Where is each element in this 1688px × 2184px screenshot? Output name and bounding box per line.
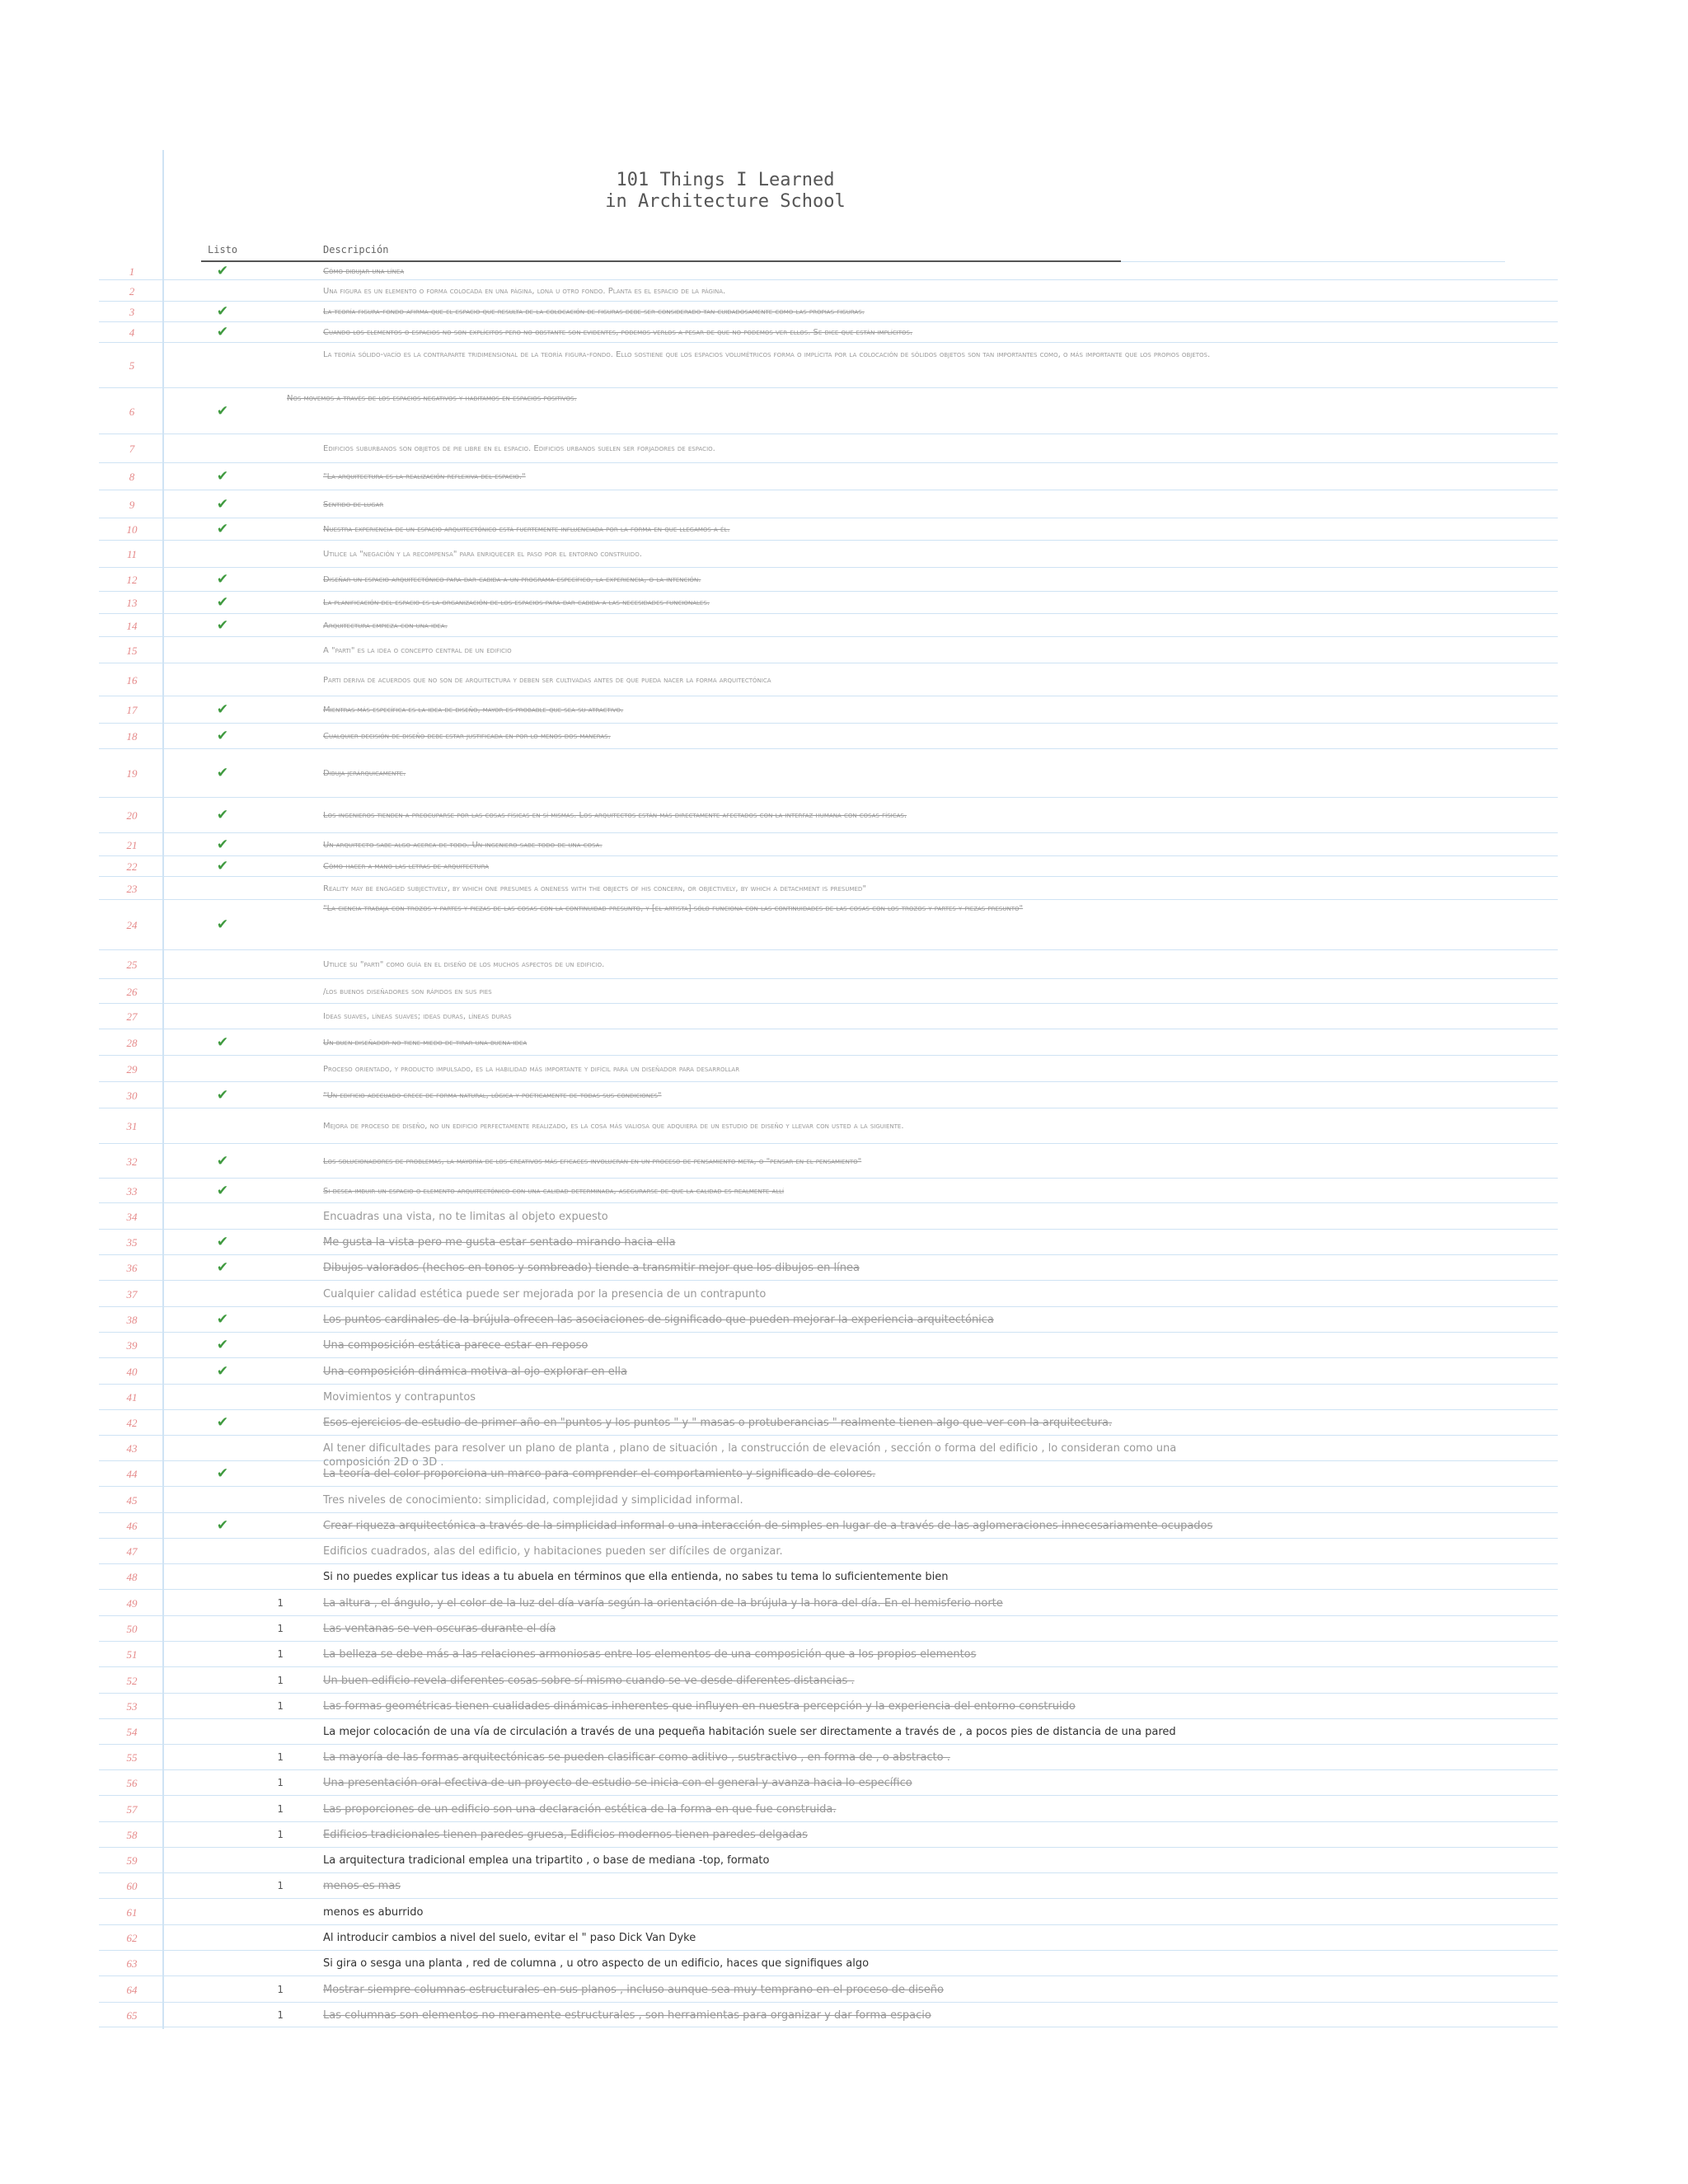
- row-number: 60: [126, 1880, 138, 1892]
- row-description: Las columnas son elementos no meramente estructurales , son herramientas para organizar y dar forma espacio: [323, 2008, 931, 2022]
- table-row: [99, 518, 1558, 541]
- row-description: Al tener dificultades para resolver un plano de planta , plano de situación , la construcción de elevación , sección o forma del edificio , lo consideran como una composición 2D o 3D .: [323, 1442, 1177, 1469]
- table-row: [99, 343, 1558, 388]
- row-number: 21: [126, 838, 138, 851]
- checkmark-icon[interactable]: ✔: [216, 1259, 229, 1276]
- table-row: [99, 1108, 1558, 1144]
- row-description: A "parti" es la idea o concepto central de un edificio: [323, 645, 512, 655]
- row-number: 28: [126, 1036, 138, 1049]
- table-row: [99, 1487, 1558, 1513]
- row-description: Parti deriva de acuerdos que no son de arquitectura y deben ser cultivadas antes de que pueda nacer la forma arquitectónica: [323, 675, 771, 685]
- row-number: 56: [126, 1777, 138, 1789]
- table-row: [99, 1307, 1558, 1333]
- checkmark-icon[interactable]: ✔: [216, 495, 229, 513]
- checkmark-icon[interactable]: ✔: [216, 807, 229, 823]
- row-description: Movimientos y contrapuntos: [323, 1391, 476, 1404]
- row-description: La teoría sólido-vacío es la contraparte tridimensional de la teoría figura-fondo. Ello sostiene que los espacios volumétricos forma o implícita por la colocación de sólidos objetos son tan importantes como, o más importante que los propios objetos.: [323, 350, 1211, 359]
- done-flag-value[interactable]: 1: [277, 1802, 284, 1815]
- row-description: Una presentación oral efectiva de un proyecto de estudio se inicia con el general y avanza hacia lo específico: [323, 1777, 912, 1789]
- table-row: [99, 833, 1558, 856]
- done-flag-value[interactable]: 1: [277, 1674, 284, 1686]
- row-number: 5: [129, 359, 135, 372]
- row-description: Dibujos valorados (hechos en tonos y sombreado) tiende a transmitir mejor que los dibujos en línea: [323, 1262, 860, 1274]
- checkmark-icon[interactable]: ✔: [216, 616, 229, 634]
- row-number: 62: [126, 1932, 138, 1944]
- table-row: [99, 262, 1558, 280]
- document-title: [462, 170, 989, 213]
- title-line-2: in Architecture School: [605, 191, 846, 212]
- row-description: Utilice su "parti" como guía en el diseño de los muchos aspectos de un edificio.: [323, 960, 605, 969]
- table-row: [99, 490, 1558, 518]
- row-description: Mejora de proceso de diseño, no un edificio perfectamente realizado, es la cosa más valiosa que adquiera de un estudio de diseño y llevar con usted a la siguiente.: [323, 1122, 904, 1131]
- table-row: [99, 1436, 1558, 1469]
- row-number: 34: [126, 1210, 138, 1223]
- checkmark-icon[interactable]: ✔: [216, 324, 229, 340]
- row-description: La mayoría de las formas arquitectónicas se pueden clasificar como aditivo , sustractivo , en forma de , o abstracto .: [323, 1751, 950, 1764]
- row-number: 22: [126, 860, 138, 873]
- table-row: [99, 1616, 1558, 1642]
- table-row: [99, 950, 1558, 979]
- table-row: [99, 1461, 1558, 1487]
- row-description: Una composición dinámica motiva al ojo explorar en ella: [323, 1365, 627, 1378]
- row-number: 63: [126, 1957, 138, 1970]
- checkmark-icon[interactable]: ✔: [216, 1234, 229, 1250]
- row-number: 11: [126, 548, 138, 560]
- table-row: [99, 1745, 1558, 1770]
- row-description: Cualquier calidad estética puede ser mejorada por la presencia de un contrapunto: [323, 1287, 767, 1301]
- table-row: [99, 1203, 1558, 1230]
- checkmark-icon[interactable]: ✔: [216, 701, 229, 718]
- row-description: Cualquier decisión de diseño debe estar justificada en por lo menos dos maneras.: [323, 732, 611, 741]
- checkmark-icon[interactable]: ✔: [216, 262, 229, 279]
- checkmark-icon[interactable]: ✔: [216, 836, 229, 853]
- row-number: 16: [126, 673, 138, 687]
- table-row: [99, 1029, 1558, 1056]
- table-row: [99, 592, 1558, 614]
- checkmark-icon[interactable]: ✔: [216, 521, 229, 537]
- checkmark-icon[interactable]: ✔: [216, 1414, 229, 1431]
- checkmark-icon[interactable]: ✔: [216, 1152, 229, 1169]
- row-number: 31: [126, 1120, 138, 1132]
- row-number: 10: [126, 523, 138, 536]
- table-row: [99, 1719, 1558, 1745]
- table-row: [99, 663, 1558, 696]
- row-number: 40: [126, 1365, 138, 1378]
- checkmark-icon[interactable]: ✔: [216, 402, 229, 419]
- row-number: 43: [126, 1442, 138, 1455]
- checkmark-icon[interactable]: ✔: [216, 1182, 229, 1199]
- table-row: [99, 1667, 1558, 1694]
- row-number: 25: [126, 958, 138, 971]
- row-description: "Un edificio adecuado crece de forma natural, lógica y poéticamente de todas sus condiciones": [323, 1090, 662, 1100]
- row-number: 7: [129, 443, 135, 455]
- table-row: [99, 1899, 1558, 1925]
- checkmark-icon[interactable]: ✔: [216, 765, 229, 781]
- row-number: 17: [126, 704, 138, 716]
- row-description: La teoría figura-fondo afirma que el espacio que resulta de la colocación de figuras debe ser considerado tan cuidadosamente como las propias figuras.: [323, 307, 865, 316]
- table-row: [99, 1590, 1558, 1616]
- row-description: Proceso orientado, y producto impulsado, es la habilidad más importante y difícil para un diseñador para desarrollar: [323, 1064, 740, 1074]
- row-description: Los ingenieros tienden a preocuparse por las cosas físicas en sí mismas. Los arquitectos están más directamente afectados con la interfaz humana con cosas físicas.: [323, 811, 907, 820]
- table-row: [99, 1796, 1558, 1822]
- done-flag-value[interactable]: 1: [277, 1648, 284, 1660]
- row-description: menos es aburrido: [323, 1905, 424, 1919]
- table-row: [99, 696, 1558, 724]
- row-description: Arquitectura empieza con una idea.: [323, 621, 448, 630]
- row-number: 18: [126, 730, 138, 743]
- table-row: [99, 1082, 1558, 1108]
- done-flag-value[interactable]: 1: [277, 1829, 284, 1840]
- table-row: [99, 979, 1558, 1004]
- table-row: [99, 1179, 1558, 1203]
- row-description: Si gira o sesga una planta , red de columna , u otro aspecto de un edificio, haces que signifiques algo: [323, 1957, 870, 1970]
- row-description: La belleza se debe más a las relaciones armoniosas entre los elementos de una composición que a los propios elementos: [323, 1648, 977, 1661]
- checkmark-icon[interactable]: ✔: [216, 858, 229, 874]
- table-row: [99, 1056, 1558, 1082]
- row-description: Un buen diseñador no tiene miedo de tirar una buena idea: [323, 1038, 528, 1047]
- table-row: [99, 1333, 1558, 1358]
- table-row: [99, 1358, 1558, 1385]
- row-description: Nuestra experiencia de un espacio arquitectónico está fuertemente influenciada por la forma en que llegamos a él.: [323, 525, 730, 534]
- table-row: [99, 280, 1558, 302]
- row-description: Nos movemos a través de los espacios negativos y habitamos en espacios positivos.: [287, 394, 577, 403]
- table-row: [99, 1144, 1558, 1179]
- row-number: 36: [126, 1262, 138, 1274]
- row-number: 58: [126, 1829, 138, 1841]
- done-flag-value[interactable]: 1: [277, 1700, 284, 1712]
- row-description: Utilice la "negación y la recompensa" para enriquecer el paso por el entorno construido.: [323, 550, 642, 559]
- checkmark-icon[interactable]: ✔: [216, 1086, 229, 1104]
- table-row: [99, 302, 1558, 322]
- row-description: Cuando los elementos o espacios no son explícitos pero no obstante son evidentes, podemos verlos a pesar de que no podemos ver ellos. Se dice que están implícitos.: [323, 328, 913, 337]
- done-flag-value[interactable]: 1: [277, 1623, 284, 1634]
- table-row: [99, 2003, 1558, 2027]
- table-row: [99, 1822, 1558, 1848]
- table-row: [99, 568, 1558, 592]
- row-number: 15: [126, 644, 138, 657]
- table-row: [99, 856, 1558, 877]
- row-number: 1: [129, 265, 135, 278]
- row-number: 12: [126, 574, 138, 586]
- table-row: [99, 434, 1558, 463]
- table-row: [99, 637, 1558, 663]
- checkmark-icon[interactable]: ✔: [216, 1033, 229, 1051]
- table-row: [99, 614, 1558, 637]
- checkmark-icon[interactable]: ✔: [216, 916, 229, 933]
- row-description: "La arquitectura es la realización reflexiva del espacio.": [323, 472, 526, 481]
- row-number: 32: [126, 1155, 138, 1168]
- row-number: 20: [126, 809, 138, 822]
- row-number: 13: [126, 597, 138, 609]
- row-number: 39: [126, 1339, 138, 1352]
- table-row: [99, 798, 1558, 833]
- row-number: 3: [129, 306, 135, 318]
- row-number: 35: [126, 1236, 138, 1249]
- row-number: 51: [126, 1648, 138, 1661]
- table-row: [99, 1539, 1558, 1564]
- row-description: Si desea imbuir un espacio o elemento arquitectónico con una calidad determinada, asegurarse de que la calidad es realmente allí: [323, 1186, 785, 1196]
- row-description: La teoría del color proporciona un marco para comprender el comportamiento y significado de colores.: [323, 1468, 876, 1480]
- table-row: [99, 1642, 1558, 1667]
- row-number: 6: [129, 405, 135, 418]
- row-number: 61: [126, 1905, 138, 1919]
- row-description: Las ventanas se ven oscuras durante el día: [323, 1623, 556, 1635]
- row-number: 26: [126, 985, 138, 998]
- table-row: [99, 900, 1558, 950]
- row-number: 23: [126, 882, 138, 895]
- row-number: 47: [126, 1545, 138, 1558]
- table-row: [99, 1004, 1558, 1029]
- column-header-done: Listo: [208, 244, 238, 255]
- checkmark-icon[interactable]: ✔: [216, 468, 229, 485]
- row-description: Edificios cuadrados, alas del edificio, y habitaciones pueden ser difíciles de organizar.: [323, 1545, 783, 1558]
- row-number: 4: [129, 326, 135, 339]
- row-description: Un arquitecto sabe algo acerca de todo. Un ingeniero sabe todo de una cosa.: [323, 840, 603, 850]
- checkmark-icon[interactable]: ✔: [216, 728, 229, 744]
- done-flag-value[interactable]: 1: [277, 1777, 284, 1788]
- row-number: 2: [129, 284, 135, 298]
- table-row: [99, 749, 1558, 798]
- checkmark-icon[interactable]: ✔: [216, 303, 229, 320]
- row-number: 38: [126, 1314, 138, 1326]
- row-description: Reality may be engaged subjectively, by which one presumes a oneness with the objects of his concern, or objectively, by which a detachment is presumed": [323, 883, 866, 893]
- table-row: [99, 1848, 1558, 1873]
- done-flag-value[interactable]: 1: [277, 1751, 284, 1763]
- row-number: 41: [126, 1391, 138, 1404]
- row-number: 54: [126, 1726, 138, 1738]
- row-number: 8: [129, 471, 135, 483]
- title-line-1: 101 Things I Learned: [616, 170, 835, 190]
- row-number: 53: [126, 1700, 138, 1713]
- row-number: 64: [126, 1983, 138, 1996]
- checkmark-icon[interactable]: ✔: [216, 594, 229, 611]
- table-row: [99, 1230, 1558, 1255]
- checkmark-icon[interactable]: ✔: [216, 1517, 229, 1534]
- row-description: Cómo dibujar una línea: [323, 266, 405, 276]
- row-description: Crear riqueza arquitectónica a través de la simplicidad informal o una interacción de simples en lugar de a través de las aglomeraciones innecesariamente ocupados: [323, 1520, 1213, 1532]
- row-description: Una composición estática parece estar en reposo: [323, 1339, 588, 1352]
- row-description: La arquitectura tradicional emplea una tripartito , o base de mediana -top, formato: [323, 1854, 770, 1867]
- checkmark-icon[interactable]: ✔: [216, 571, 229, 588]
- done-flag-value[interactable]: 1: [277, 1596, 284, 1609]
- table-row: [99, 388, 1558, 434]
- table-row: [99, 1513, 1558, 1539]
- checkmark-icon[interactable]: ✔: [216, 1465, 229, 1482]
- table-row: [99, 1925, 1558, 1951]
- row-description: "La ciencia trabaja con trozos y partes y piezas de las cosas con la continuidad presunto, y [el artista] sólo funciona con las continuidades de las cosas con los trozos y partes y piezas presunto": [323, 904, 1024, 913]
- table-row: [99, 1694, 1558, 1719]
- row-number: 19: [126, 767, 138, 780]
- table-row: [99, 1976, 1558, 2003]
- checkmark-icon[interactable]: ✔: [216, 1362, 229, 1380]
- row-description: Las proporciones de un edificio son una declaración estética de la forma en que fue construida.: [323, 1802, 837, 1816]
- row-number: 14: [126, 619, 138, 632]
- row-description: Mientras más específica es la idea de diseño, mayor es probable que sea su atractivo.: [323, 705, 624, 715]
- row-number: 57: [126, 1802, 138, 1816]
- done-flag-value[interactable]: 1: [277, 1880, 284, 1891]
- row-description: Encuadras una vista, no te limitas al objeto expuesto: [323, 1210, 608, 1223]
- table-row: [99, 724, 1558, 749]
- table-row: [99, 1951, 1558, 1976]
- row-description: Edificios tradicionales tienen paredes gruesa, Edificios modernos tienen paredes delgadas: [323, 1829, 808, 1841]
- row-number: 27: [126, 1010, 138, 1023]
- checkmark-icon[interactable]: ✔: [216, 1337, 229, 1353]
- row-description: Los puntos cardinales de la brújula ofrecen las asociaciones de significado que pueden mejorar la experiencia arquitectónica: [323, 1314, 994, 1326]
- row-number: 24: [126, 919, 138, 931]
- row-number: 42: [126, 1417, 138, 1429]
- row-description: Dibuja jerárquicamente.: [323, 769, 406, 778]
- table-row: [99, 541, 1558, 568]
- row-description: La mejor colocación de una vía de circulación a través de una pequeña habitación suele ser directamente a través de , a pocos pies de distancia de una pared: [323, 1726, 1176, 1738]
- column-header-description: Descripción: [323, 244, 389, 255]
- row-description: Esos ejercicios de estudio de primer año en "puntos y los puntos " y " masas o protuberancias " realmente tienen algo que ver con la arquitectura.: [323, 1417, 1113, 1429]
- row-number: 37: [126, 1287, 138, 1301]
- row-number: 46: [126, 1520, 138, 1532]
- row-description: /los buenos diseñadores son rápidos en sus pies: [323, 987, 492, 996]
- row-number: 33: [126, 1184, 138, 1197]
- row-number: 55: [126, 1751, 138, 1764]
- row-description: La altura , el ángulo, y el color de la luz del día varía según la orientación de la brújula y la hora del día. En el hemisferio norte: [323, 1596, 1003, 1610]
- row-number: 65: [126, 2008, 138, 2022]
- table-row: [99, 1873, 1558, 1899]
- row-description: Los solucionadores de problemas, la mayoría de los creativos más eficaces involucran en un proceso de pensamiento meta, o "pensar en el pensamiento": [323, 1156, 862, 1166]
- row-description: Un buen edificio revela diferentes cosas sobre sí mismo cuando se ve desde diferentes distancias .: [323, 1674, 855, 1687]
- row-description: Diseñar un espacio arquitectónico para dar cabida a un programa específico, la experiencia, o la intención.: [323, 575, 701, 584]
- row-number: 44: [126, 1468, 138, 1480]
- done-flag-value[interactable]: 1: [277, 2008, 284, 2021]
- row-number: 30: [126, 1089, 138, 1102]
- row-description: Al introducir cambios a nivel del suelo, evitar el " paso Dick Van Dyke: [323, 1932, 696, 1944]
- row-number: 59: [126, 1854, 138, 1867]
- table-row: [99, 1564, 1558, 1590]
- done-flag-value[interactable]: 1: [277, 1983, 284, 1995]
- row-number: 48: [126, 1571, 138, 1583]
- row-description: Mostrar siempre columnas estructurales en sus planos , incluso aunque sea muy temprano en el proceso de diseño: [323, 1983, 944, 1996]
- row-description: Si no puedes explicar tus ideas a tu abuela en términos que ella entienda, no sabes tu tema lo suficientemente bien: [323, 1571, 949, 1583]
- row-description: Ideas suaves, líneas suaves; ideas duras, líneas duras: [323, 1012, 512, 1021]
- row-number: 49: [126, 1596, 138, 1610]
- row-number: 45: [126, 1493, 138, 1507]
- row-description: Sentido de lugar: [323, 499, 384, 509]
- row-description: menos es mas: [323, 1880, 401, 1892]
- row-number: 29: [126, 1062, 138, 1076]
- table-row: [99, 463, 1558, 490]
- row-description: Las formas geométricas tienen cualidades dinámicas inherentes que influyen en nuestra percepción y la experiencia del entorno construido: [323, 1700, 1076, 1713]
- table-row: [99, 1410, 1558, 1436]
- table-row: [99, 1385, 1558, 1410]
- table-row: [99, 1770, 1558, 1796]
- row-description: Tres niveles de conocimiento: simplicidad, complejidad y simplicidad informal.: [323, 1493, 743, 1507]
- row-description: La planificación del espacio es la organización de los espacios para dar cabida a las necesidades funcionales.: [323, 598, 710, 607]
- row-description: Una figura es un elemento o forma colocada en una página, lona u otro fondo. Planta es el espacio de la página.: [323, 286, 726, 296]
- row-description: Edificios suburbanos son objetos de pie libre en el espacio. Edificios urbanos suelen ser forjadores de espacio.: [323, 444, 715, 453]
- checkmark-icon[interactable]: ✔: [216, 1311, 229, 1328]
- row-number: 52: [126, 1674, 138, 1687]
- table-row: [99, 1281, 1558, 1307]
- table-row: [99, 322, 1558, 343]
- row-number: 50: [126, 1623, 138, 1635]
- table-row: [99, 1255, 1558, 1281]
- row-number: 9: [129, 498, 135, 511]
- table-row: [99, 877, 1558, 900]
- row-description: Me gusta la vista pero me gusta estar sentado mirando hacia ella: [323, 1236, 676, 1249]
- row-description: Cómo hacer a mano las letras de arquitectura: [323, 862, 489, 871]
